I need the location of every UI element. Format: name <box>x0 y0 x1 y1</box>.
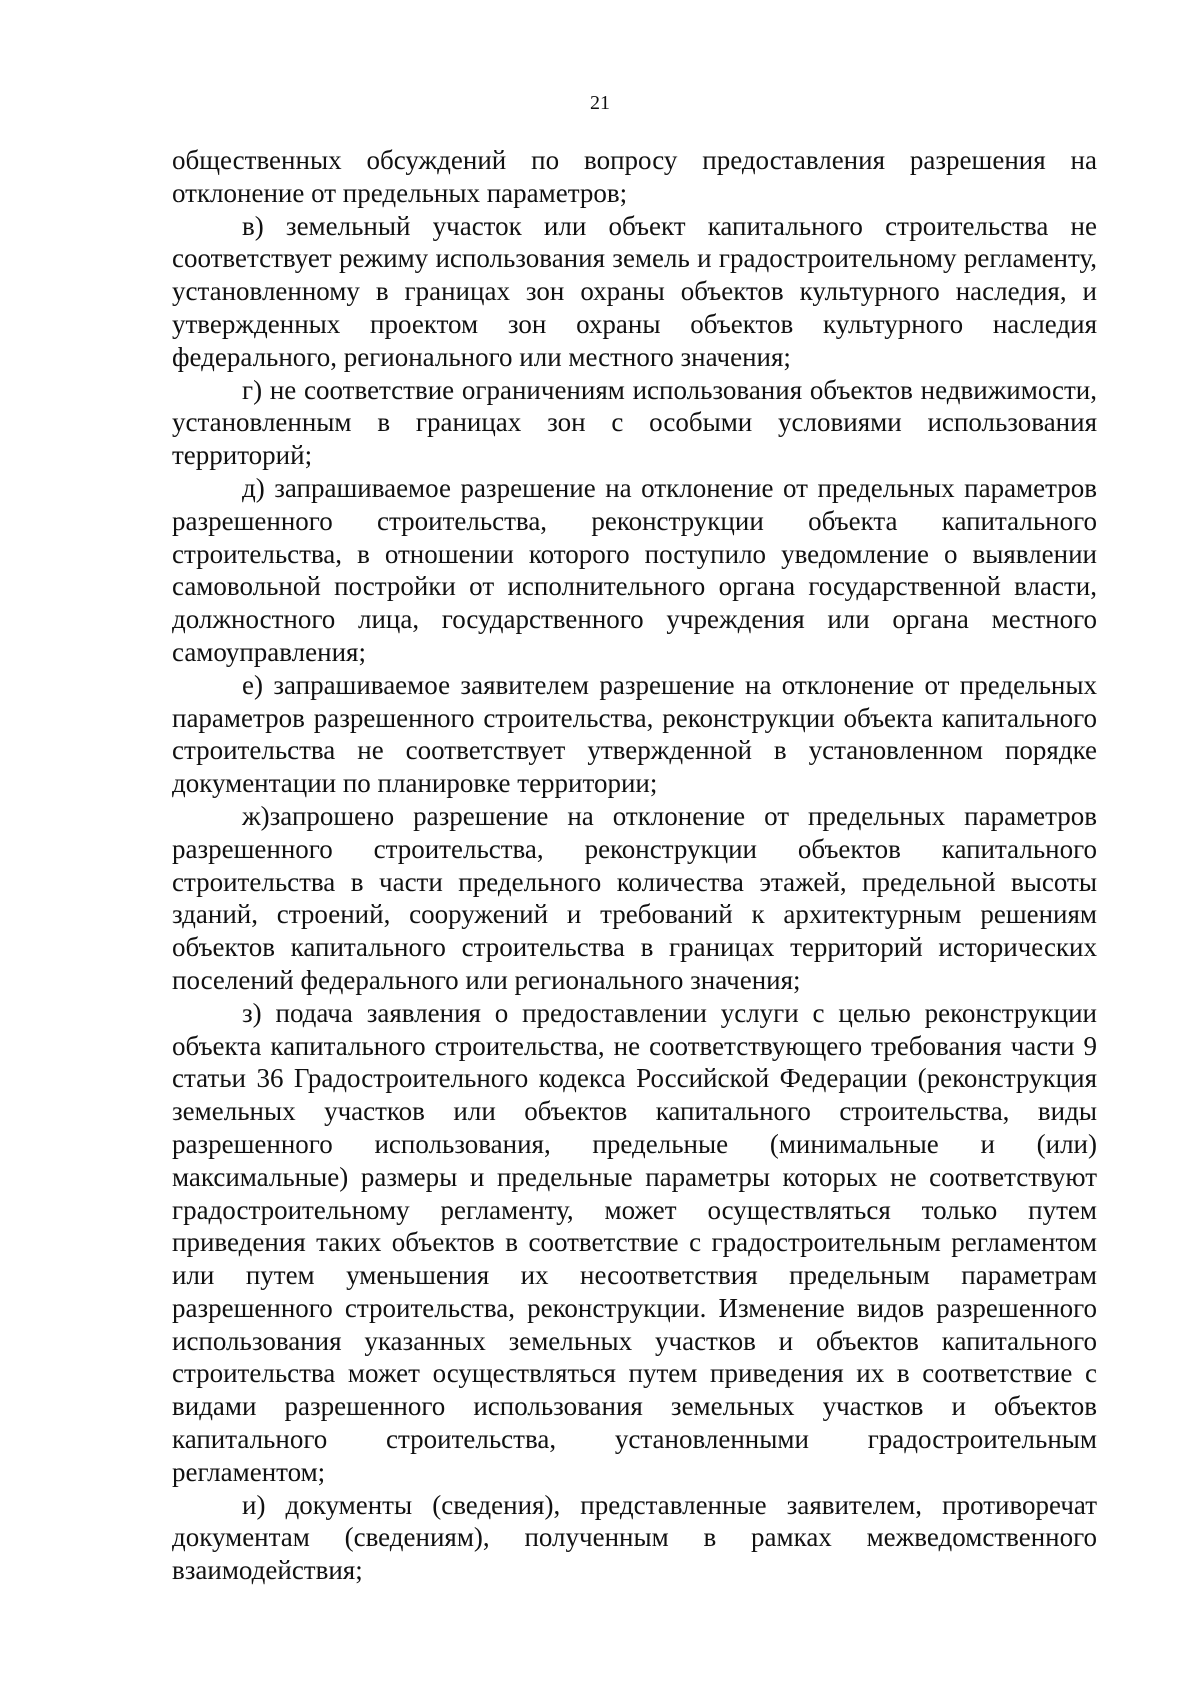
paragraph-item-d: д) запрашиваемое разрешение на отклонение от предельных параметров разрешенного строительства, реконструкции объекта капитального строительства, в отношении которого поступило уведомление о выявлении самовольной постройки от исполнительного органа государственной власти, должностного лица, государственного учреждения или органа местного самоуправления; <box>172 472 1097 667</box>
paragraph-item-zh: ж)запрошено разрешение на отклонение от предельных параметров разрешенного строительства, реконструкции объектов капитального строительства в части предельного количества этажей, предельной высоты зданий, строений, сооружений и требований к архитектурным решениям объектов капитального строительства в границах территорий исторических поселений федерального или регионального значения; <box>172 800 1097 995</box>
paragraph: общественных обсуждений по вопросу предоставления разрешения на отклонение от предельных параметров; <box>172 145 1097 208</box>
paragraph-item-z: з) подача заявления о предоставлении услуги с целью реконструкции объекта капитального строительства, не соответствующего требования части 9 статьи 36 Градостроительного кодекса Российской Федерации (реконструкция земельных участков или объектов капитального строительства, виды разрешенного использования, предельные (минимальные и (или) максимальные) размеры и предельные параметры которых не соответствуют градостроительному регламенту, может осуществляться только путем приведения таких объектов в соответствие с градостроительным регламентом или путем уменьшения их несоответствия предельным параметрам разрешенного строительства, реконструкции. Изменение видов разрешенного использования указанных земельных участков и объектов капитального строительства может осуществляться путем приведения их в соответствие с видами разрешенного использования земельных участков и объектов капитального строительства, установленными градостроительным регламентом; <box>172 997 1097 1487</box>
body-text <box>172 144 1097 1587</box>
paragraph-item-g: г) не соответствие ограничениям использования объектов недвижимости, установленным в границах зон с особыми условиями использования территорий; <box>172 374 1097 471</box>
paragraph-item-e: е) запрашиваемое заявителем разрешение на отклонение от предельных параметров разрешенного строительства, реконструкции объекта капитального строительства не соответствует утвержденной в установленном порядке документации по планировке территории; <box>172 669 1097 799</box>
paragraph-item-i: и) документы (сведения), представленные заявителем, противоречат документам (сведениям), полученным в рамках межведомственного взаимодействия; <box>172 1489 1097 1586</box>
paragraph-item-v: в) земельный участок или объект капитального строительства не соответствует режиму использования земель и градостроительному регламенту, установленному в границах зон охраны объектов культурного наследия, и утвержденных проектом зон охраны объектов культурного наследия федерального, регионального или местного значения; <box>172 210 1097 372</box>
page-number: 21 <box>590 92 610 114</box>
